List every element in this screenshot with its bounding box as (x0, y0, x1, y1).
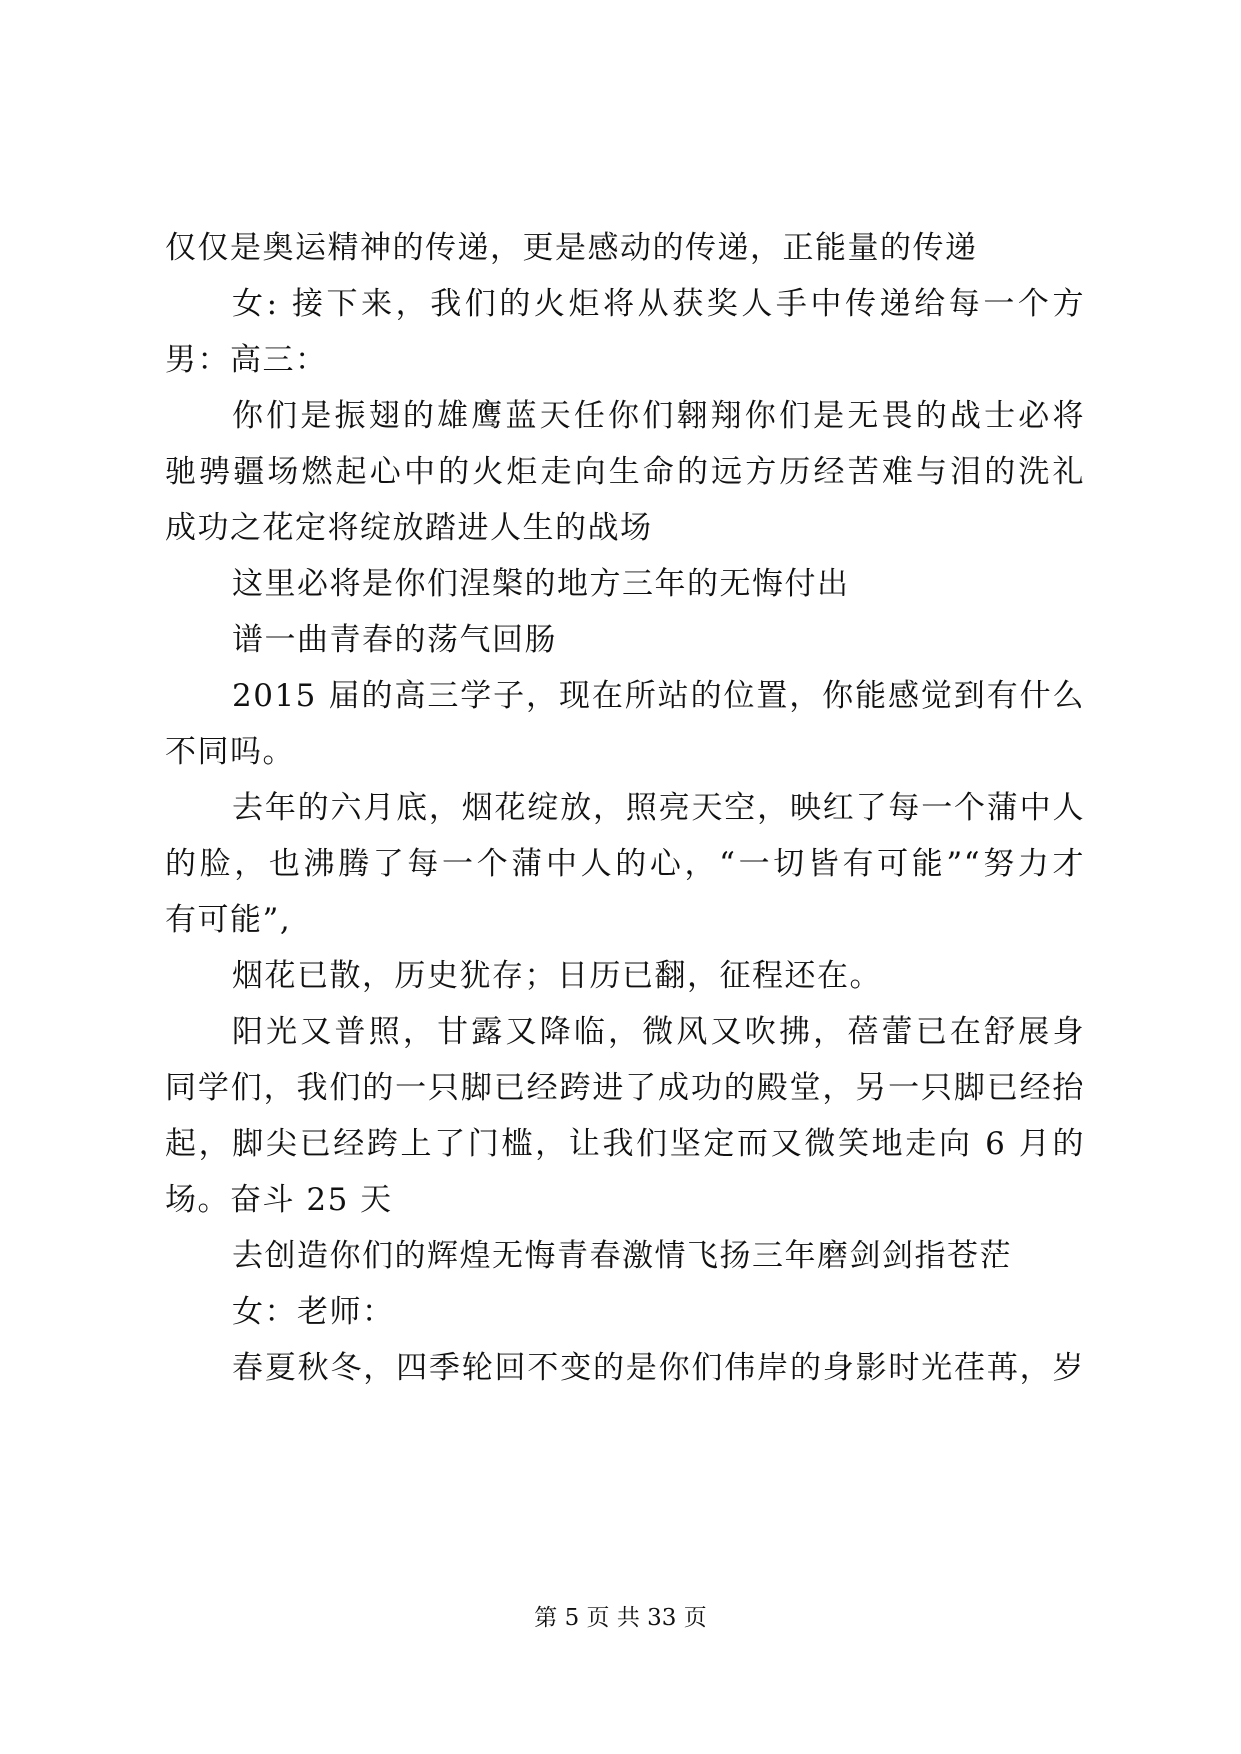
page-number: 第 5 页 共 33 页 (534, 1605, 707, 1631)
text-line: 你们是振翅的雄鹰蓝天任你们翱翔你们是无畏的战士必将 (232, 398, 1085, 434)
text-line: 2015 届的高三学子，现在所站的位置，你能感觉到有什么 (232, 678, 1085, 714)
text-line: 去创造你们的辉煌无悔青春激情飞扬三年磨剑剑指苍茫 (232, 1238, 1012, 1274)
text-line: 谱一曲青春的荡气回肠 (232, 622, 557, 658)
text-line: 烟花已散，历史犹存；日历已翻，征程还在。 (232, 958, 882, 994)
text-line: 春夏秋冬，四季轮回不变的是你们伟岸的身影时光荏苒，岁 (232, 1350, 1085, 1386)
text-line: 场。奋斗 25 天 (165, 1182, 393, 1218)
text-line: 不同吗。 (165, 734, 295, 770)
text-line: 驰骋疆场燃起心中的火炬走向生命的远方历经苦难与泪的洗礼 (165, 454, 1085, 490)
text-line: 同学们，我们的一只脚已经跨进了成功的殿堂，另一只脚已经抬 (165, 1070, 1085, 1106)
text-line: 起，脚尖已经跨上了门槛，让我们坚定而又微笑地走向 6 月的 (165, 1126, 1085, 1162)
text-line: 女：老师： (232, 1294, 395, 1330)
text-line: 男：高三： (165, 342, 328, 378)
text-line: 这里必将是你们涅槃的地方三年的无悔付出 (232, 566, 850, 602)
text-line: 阳光又普照，甘露又降临，微风又吹拂，蓓蕾已在舒展身 (232, 1014, 1085, 1050)
text-line: 女: 接下来，我们的火炬将从获奖人手中传递给每一个方 (232, 286, 1085, 322)
text-line: 有可能”, (165, 902, 292, 938)
text-line: 去年的六月底，烟花绽放，照亮天空，映红了每一个蒲中人 (232, 790, 1085, 826)
text-line: 成功之花定将绽放踏进人生的战场 (165, 510, 653, 546)
text-line: 仅仅是奥运精神的传递，更是感动的传递，正能量的传递 (165, 230, 978, 266)
text-line: 的脸，也沸腾了每一个蒲中人的心，“一切皆有可能”“努力才 (165, 846, 1085, 882)
